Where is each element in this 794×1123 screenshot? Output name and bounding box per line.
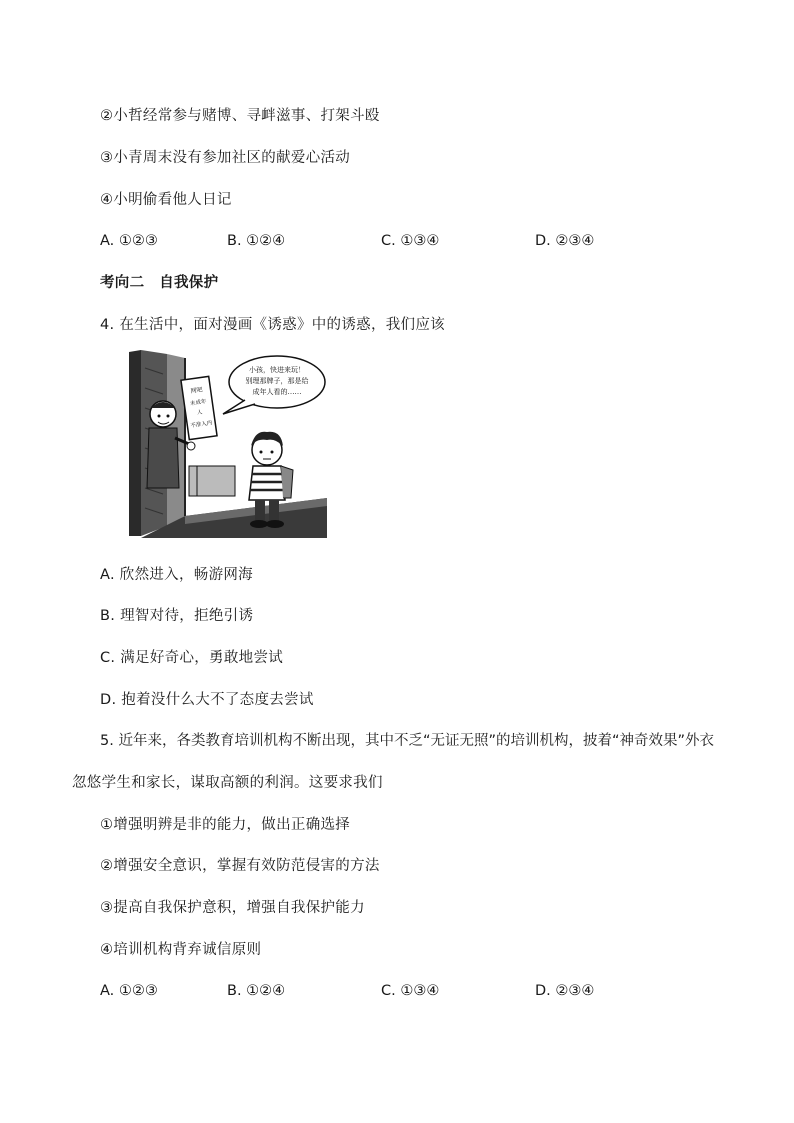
q5-item-2: ②增强安全意识，掌握有效防范侵害的方法: [100, 858, 380, 874]
q5-option-b: B. ①②④: [227, 983, 286, 999]
q3-item-3: ③小青周末没有参加社区的献爱心活动: [100, 150, 351, 166]
q5-item-1: ①增强明辨是非的能力，做出正确选择: [100, 817, 351, 833]
svg-text:未成年: 未成年: [189, 398, 207, 408]
q5-item-4: ④培训机构背弃诚信原则: [100, 942, 262, 958]
q5-option-d: D. ②③④: [535, 983, 595, 999]
section-heading: 考向二 自我保护: [100, 275, 219, 291]
q4-option-c: C. 满足好奇心，勇敢地尝试: [100, 650, 284, 666]
speech-text: 小孩，快进来玩！: [249, 366, 305, 374]
q5-option-a: A. ①②③: [100, 983, 158, 999]
q3-option-a: A. ①②③: [100, 233, 158, 249]
q4-option-b: B. 理智对待，拒绝引诱: [100, 608, 254, 624]
q3-item-2: ②小哲经常参与赌博、寻衅滋事、打架斗殴: [100, 108, 380, 124]
q3-option-c: C. ①③④: [381, 233, 440, 249]
q5-option-c: C. ①③④: [381, 983, 440, 999]
q4-option-d: D. 抱着没什么大不了态度去尝试: [100, 692, 314, 708]
svg-text:成年人看的……: 成年人看的……: [252, 388, 302, 396]
svg-text:人: 人: [196, 409, 203, 417]
q3-option-d: D. ②③④: [535, 233, 595, 249]
q5-stem-line1: 5. 近年来，各类教育培训机构不断出现，其中不乏“无证无照”的培训机构，披着“神奇效果”外衣: [100, 733, 714, 749]
q4-stem: 4. 在生活中，面对漫画《诱惑》中的诱惑，我们应该: [100, 317, 445, 333]
sign-text: 网吧: [190, 386, 204, 395]
q5-stem-line2: 忽悠学生和家长，谋取高额的利润。这要求我们: [72, 775, 383, 791]
q3-option-b: B. ①②④: [227, 233, 286, 249]
q3-item-4: ④小明偷看他人日记: [100, 192, 232, 208]
q4-option-a: A. 欣然进入，畅游网海: [100, 567, 253, 583]
temptation-cartoon: [127, 348, 327, 538]
q5-item-3: ③提高自我保护意积，增强自我保护能力: [100, 900, 365, 916]
svg-text:别理那牌子，那是给: 别理那牌子，那是给: [245, 377, 309, 385]
svg-text:不准入内: 不准入内: [190, 420, 213, 430]
